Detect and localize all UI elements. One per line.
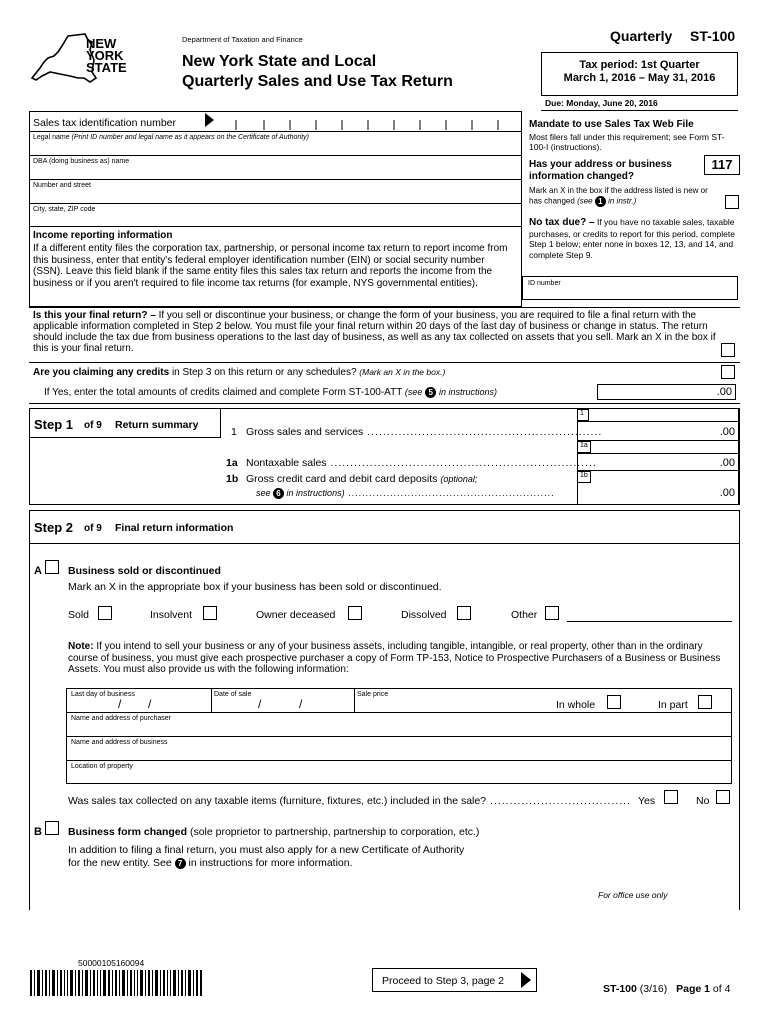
section-b-checkbox[interactable]: [45, 821, 59, 835]
step2-subtitle: Final return information: [115, 522, 234, 534]
barcode-number: 50000105160094: [78, 958, 145, 968]
address-changed-checkbox[interactable]: [725, 195, 739, 209]
code-number-box: [704, 155, 740, 175]
sales-tax-id-label: Sales tax identification number: [33, 117, 176, 129]
state-logo: [30, 32, 150, 92]
circle-5-icon: 5: [425, 387, 436, 398]
line-1b-number: 1b: [226, 473, 239, 485]
credits-question-note: (Mark an X in the box.): [359, 367, 446, 377]
section-b-title: [68, 826, 479, 838]
code-number: 117: [711, 157, 733, 172]
sale-price-label: Sale price: [357, 691, 389, 698]
credits-checkbox[interactable]: [721, 365, 735, 379]
office-use-label: For office use only: [598, 890, 668, 900]
no-tax-body: If you have no taxable sales, taxable purchases, or credits to report for this period, complete Step 1 below; enter none in boxes 12, 13, and 14, and complete Step 9.: [529, 217, 735, 260]
tax-period-dates: March 1, 2016 – May 31, 2016: [563, 72, 716, 84]
in-whole-label: In whole: [556, 699, 596, 711]
address-change-text: [529, 186, 719, 207]
footer-form-id: [603, 983, 730, 995]
mandate-text: Most filers fall under this requirement; see Form ST-100-I (instructions).: [529, 132, 725, 152]
step2-header: [29, 510, 740, 544]
credits-amount: .00: [716, 386, 732, 398]
date-of-sale-label: Date of sale: [214, 691, 252, 698]
line-1a-box-label: 1a: [580, 442, 588, 449]
line-1-number: 1: [231, 426, 237, 438]
purchaser-label: Name and address of purchaser: [71, 715, 171, 722]
line-1-label-text: Gross sales and services: [246, 426, 364, 438]
income-reporting-title: Income reporting information: [33, 230, 173, 241]
logo-line-2: YORK: [86, 48, 124, 63]
proceed-button[interactable]: [372, 968, 537, 992]
other-checkbox[interactable]: [545, 606, 559, 620]
footer-form-rev: (3/16): [639, 983, 668, 995]
address-change-note-end: in instr.): [608, 196, 637, 206]
note-label: Note:: [68, 641, 94, 652]
department-name: Department of Taxation and Finance: [182, 35, 303, 44]
location-input[interactable]: [70, 771, 730, 783]
logo-line-3: STATE: [86, 60, 127, 75]
section-b-letter: B: [34, 826, 42, 838]
line-1b-note: (optional;: [440, 474, 478, 484]
arrow-right-icon: [521, 972, 531, 988]
section-a-instruction: Mark an X in the appropriate box if your business has been sold or discontinued.: [68, 581, 442, 593]
last-day-input[interactable]: / /: [118, 697, 152, 711]
no-label: No: [696, 795, 710, 807]
legal-name-label-text: Legal name: [33, 134, 70, 141]
form-title-line2: Quarterly Sales and Use Tax Return: [182, 73, 453, 90]
address-change-title: Has your address or business information changed?: [529, 159, 672, 182]
id-digit-ticks: [222, 118, 517, 130]
legal-name-label: [33, 134, 309, 141]
option-dissolved-label: Dissolved: [401, 609, 447, 621]
line-1a-amount-input[interactable]: [577, 453, 738, 471]
arrow-right-icon: [205, 113, 214, 127]
sales-tax-id-input[interactable]: [222, 118, 517, 130]
due-date: Due: Monday, June 20, 2016: [545, 98, 658, 108]
line-1b-amount-input[interactable]: [577, 483, 738, 504]
dissolved-checkbox[interactable]: [457, 606, 471, 620]
option-other: [511, 609, 537, 621]
sold-checkbox[interactable]: [98, 606, 112, 620]
section-a-checkbox[interactable]: [45, 560, 59, 574]
line-1-box-number: [577, 409, 589, 421]
credits-question-bold: Are you claiming any credits: [33, 367, 170, 378]
proceed-label: Proceed to Step 3, page 2: [382, 975, 505, 987]
address-change-note: (see: [577, 196, 593, 206]
in-whole-checkbox[interactable]: [607, 695, 621, 709]
tax-period-label: Tax period: 1st Quarter: [579, 59, 700, 71]
step1-header: [29, 408, 221, 438]
option-owner-deceased-label: Owner deceased: [256, 609, 336, 621]
line-1a-label: Nontaxable sales ....................................................................: [246, 457, 597, 469]
purchaser-input[interactable]: [70, 723, 730, 735]
insolvent-checkbox[interactable]: [203, 606, 217, 620]
credits-if-yes-text: If Yes, enter the total amounts of credits claimed and complete Form ST-100-ATT: [44, 387, 403, 399]
circle-6-icon: 6: [273, 488, 284, 499]
line-1b-see: see 6 in instructions) ...........................................................: [256, 488, 555, 499]
mandate-title: Mandate to use Sales Tax Web File: [529, 119, 694, 130]
final-return-body: If you sell or discontinue your business, or change the form of your business, you are required to file a final return with the applicable information completed in Step 2 below. You must file your final return within 20 days of the last day of business or change in status. The return should include the tax due from business operations to the last day of business, as well as any tax collected on assets that you sell. Mark an X in the box if this is your final return.: [33, 310, 716, 354]
line-1-label: Gross sales and services ............................................................: [246, 426, 603, 438]
credits-if-yes: [44, 387, 497, 398]
sale-price-input[interactable]: [356, 699, 536, 711]
id-number-box[interactable]: [522, 276, 738, 300]
line-1a-amount: .00: [719, 457, 735, 469]
step2-of: of 9: [84, 523, 102, 534]
section-b-text2-start: for the new entity. See: [68, 857, 172, 869]
option-sold: [68, 609, 89, 621]
credits-question-rest: in Step 3 on this return or any schedules?: [171, 367, 357, 378]
section-a-letter: A: [34, 565, 42, 577]
footer-of-pages: of 4: [712, 983, 731, 995]
line-1b-box-label: 1b: [580, 472, 588, 479]
no-tax-text: [529, 217, 739, 260]
street-input[interactable]: [30, 190, 520, 202]
section-a-title: Business sold or discontinued: [68, 565, 221, 577]
yes-checkbox[interactable]: [664, 790, 678, 804]
line-1b-box-number: [577, 471, 591, 483]
option-sold-label: Sold: [68, 609, 90, 621]
line-1b-label-text: Gross credit card and debit card deposits: [246, 473, 438, 485]
legal-name-input[interactable]: [30, 142, 520, 154]
section-b-note: (sole proprietor to partnership, partnership to corporation, etc.): [189, 826, 480, 838]
office-use-box: [512, 903, 740, 963]
section-b-title-text: Business form changed: [68, 826, 188, 838]
income-reporting-text: If a different entity files the corporation tax, partnership, or personal income tax return to report income from this business, enter that entity's federal employer identification number (EIN) or social security number (SSN). Leave this field blank if the same entity files this sales tax return and reports the income from the business or if you aren't required to file income tax returns (for example, NYS governmental entities).: [33, 243, 508, 289]
no-checkbox[interactable]: [716, 790, 730, 804]
note-body: If you intend to sell your business or any of your business assets, including tangible, intangible, or real property, other than in the ordinary course of business, you must give each prospective purchaser a copy of Form TP-153, Notice to Prospective Purchasers of a Business or Business Assets. You must also provide us with the following information:: [68, 641, 721, 675]
last-day-label: Last day of business: [71, 691, 135, 698]
city-label: City, state, ZIP code: [33, 206, 96, 213]
line-1-box-label: 1: [580, 410, 584, 417]
line-1b-see-end: in instructions): [286, 488, 345, 498]
line-1a-label-text: Nontaxable sales: [246, 457, 327, 469]
city-input[interactable]: [30, 214, 520, 226]
logo-line-1: NEW: [86, 36, 117, 51]
section-b-text2: [68, 857, 353, 869]
step2-title: Step 2: [34, 520, 74, 535]
dba-input[interactable]: [30, 166, 520, 178]
line-1a-number: 1a: [226, 457, 238, 469]
option-dissolved: [401, 609, 447, 621]
line-1b-label: [246, 473, 477, 485]
line-1a-box-number: [577, 441, 591, 453]
step1-title: Step 1: [34, 417, 74, 432]
id-number-label: ID number: [528, 280, 561, 287]
in-part-label: In part: [658, 699, 688, 711]
in-part-checkbox[interactable]: [698, 695, 712, 709]
step1-of: of 9: [84, 420, 102, 431]
circle-7-icon: 7: [175, 858, 186, 869]
other-input[interactable]: [567, 621, 732, 622]
line-1-amount-input[interactable]: [577, 421, 738, 441]
section-b-text1: In addition to filing a final return, you must also apply for a new Certificate of Authority: [68, 844, 465, 856]
final-return-checkbox[interactable]: [721, 343, 735, 357]
credits-see-note: (see: [404, 387, 423, 398]
option-insolvent-label: Insolvent: [150, 609, 193, 621]
owner-deceased-checkbox[interactable]: [348, 606, 362, 620]
barcode: [30, 970, 202, 996]
barcode-image: [30, 970, 202, 996]
final-return-text: [33, 310, 723, 354]
street-label: Number and street: [33, 182, 91, 189]
line-1-amount: .00: [719, 426, 735, 438]
option-other-label: Other: [511, 609, 538, 621]
sales-tax-question: Was sales tax collected on any taxable items (furniture, fixtures, etc.) included in the sale? ....................................: [68, 795, 632, 807]
form-title-line1: New York State and Local: [182, 53, 377, 70]
final-return-question: Is this your final return? –: [33, 310, 156, 321]
business-label: Name and address of business: [71, 739, 168, 746]
line-1b-see-text: see: [256, 488, 271, 498]
credits-see-note-end: in instructions): [439, 387, 498, 398]
credits-question: [33, 367, 445, 378]
option-owner-deceased: [256, 609, 335, 621]
form-label: Quarterly: [610, 28, 673, 44]
sales-tax-question-text: Was sales tax collected on any taxable items (furniture, fixtures, etc.) included in the sale?: [68, 795, 487, 807]
circle-1-icon: 1: [595, 196, 606, 207]
credits-amount-input[interactable]: [597, 384, 736, 400]
note-text: [68, 641, 728, 676]
tax-period-box: [541, 52, 738, 96]
business-input[interactable]: [70, 747, 730, 759]
line-1b-amount: .00: [719, 487, 735, 499]
section-b-text2-end: in instructions for more information.: [188, 857, 353, 869]
yes-label: Yes: [638, 795, 656, 807]
no-tax-title: No tax due? –: [529, 217, 595, 228]
option-insolvent: [150, 609, 192, 621]
form-number: ST-100: [690, 28, 736, 44]
step1-subtitle: Return summary: [115, 419, 199, 431]
dba-label: DBA (doing business as) name: [33, 158, 130, 165]
footer-page: Page 1: [676, 983, 710, 995]
location-label: Location of property: [71, 763, 133, 770]
legal-name-note: (Print ID number and legal name as it appears on the Certificate of Authority): [71, 134, 310, 141]
address-change-instruction: Mark an X in the box if the address listed is new or has changed: [529, 186, 708, 206]
footer-form-number: ST-100: [603, 983, 637, 995]
date-of-sale-input[interactable]: / /: [258, 697, 303, 711]
